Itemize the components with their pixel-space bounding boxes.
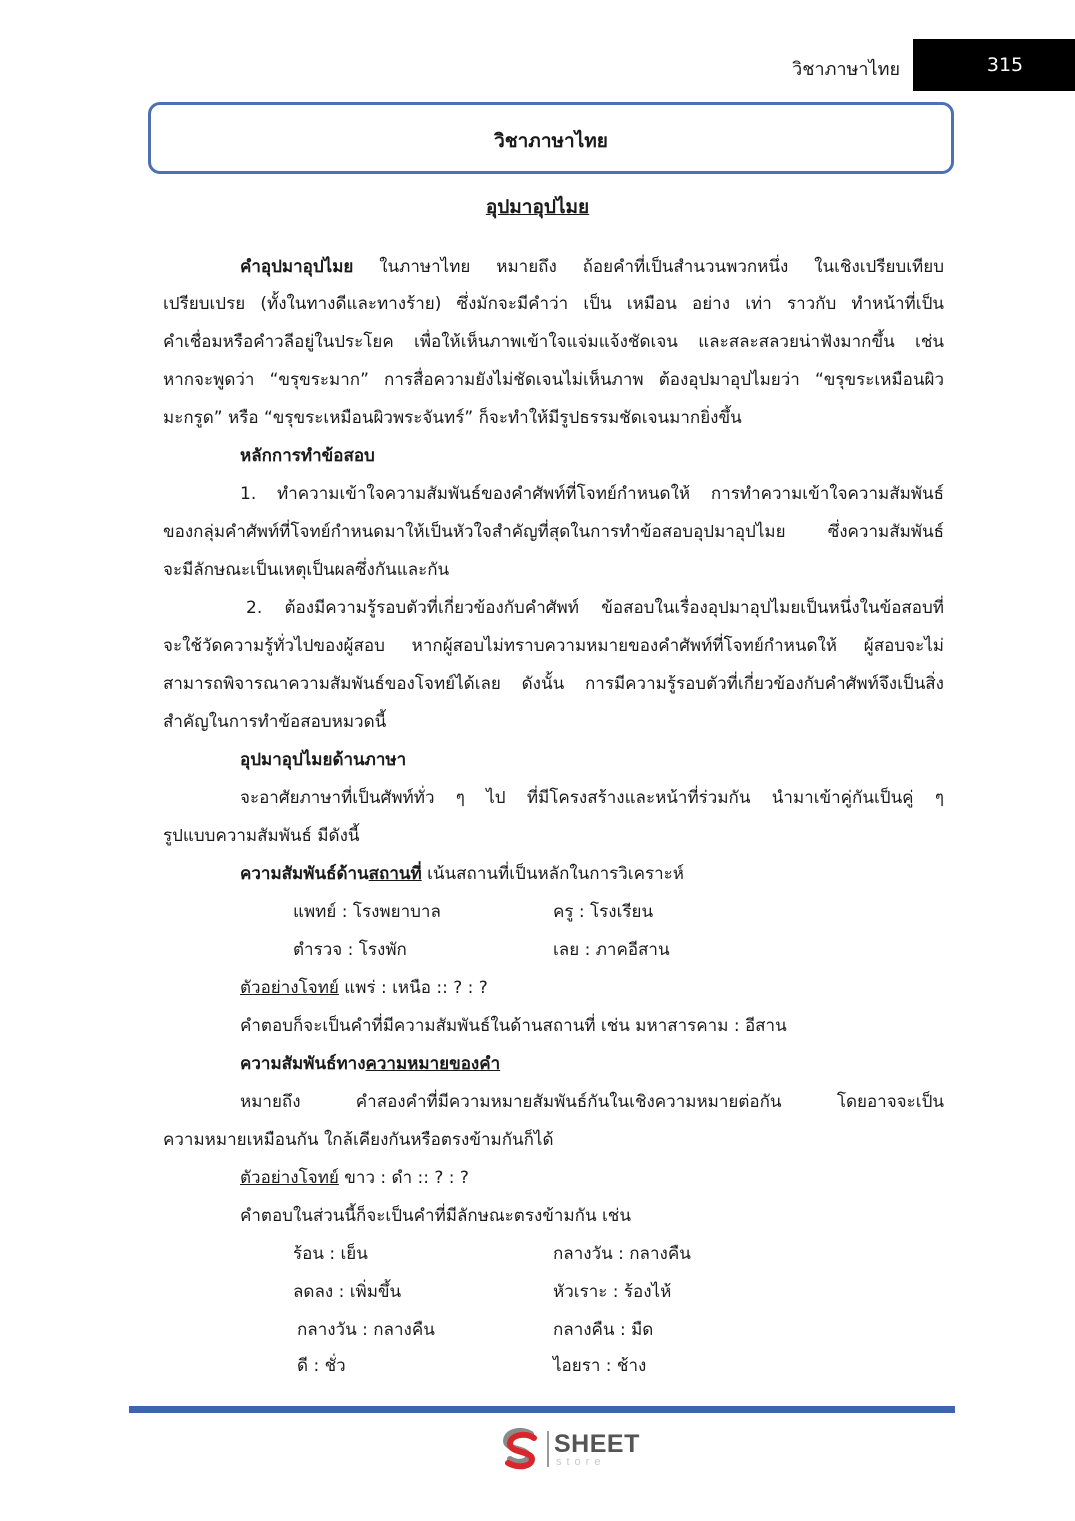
intro-line-3: คำเชื่อมหรือคำวลีอยู่ในประโยค เพื่อให้เห็นภาพเข้าใจแจ่มแจ้งชัดเจน และสละสลวยน่าฟังมากขึ้น เช่น [163,332,944,352]
meaning-pair: กลางคืน : มืด [553,1320,654,1340]
principle-2-line-2: จะใช้วัดความรู้ทั่วไปของผู้สอบ หากผู้สอบไม่ทราบความหมายของคำศัพท์ที่โจทย์กำหนดให้ ผู้สอบจะไม่ [163,636,944,656]
title-box-text: วิชาภาษาไทย [494,130,608,152]
title-box [148,102,954,174]
meaning-pair: ดี : ชั่ว [297,1356,346,1376]
meaning-heading-keyword: ความหมายของคำ [365,1054,501,1074]
principle-2-line-1: 2. ต้องมีความรู้รอบตัวที่เกี่ยวข้องกับคำศัพท์ ข้อสอบในเรื่องอุปมาอุปไมยเป็นหนึ่งในข้อสอบที่ [246,598,944,618]
meaning-example [240,1163,469,1193]
footer-divider [129,1406,955,1413]
logo-divider [547,1431,549,1467]
meaning-pair: ไอยรา : ช้าง [553,1356,647,1376]
intro-line-5: มะกรูด” หรือ “ขรุขระเหมือนผิวพระจันทร์” ก็จะทำให้มีรูปธรรมชัดเจนมากยิ่งขึ้น [163,408,742,428]
page-number-box [913,39,1075,91]
meaning-pair: กลางวัน : กลางคืน [553,1244,691,1264]
place-example-label: ตัวอย่างโจทย์ [240,978,339,998]
place-example [240,973,488,1003]
logo-subtitle: store [556,1456,606,1468]
principle-2-line-4: สำคัญในการทำข้อสอบหมวดนี้ [163,712,387,732]
header-subject: วิชาภาษาไทย [792,59,900,80]
intro-line-4: หากจะพูดว่า “ขรุขระมาก” การสื่อความยังไม่ชัดเจนไม่เห็นภาพ ต้องอุปมาอุปไมยว่า “ขรุขระเหมือนผิว [163,370,944,390]
page-number: 315 [986,54,1024,76]
meaning-line-1: หมายถึง คำสองคำที่มีความหมายสัมพันธ์กันในเชิงความหมายต่อกัน โดยอาจจะเป็น [240,1092,944,1112]
section-title: อุปมาอุปไมย [485,196,590,218]
sheet-store-logo [498,1428,648,1470]
logo-name: SHEET [554,1430,640,1458]
principles-heading: หลักการทำข้อสอบ [240,446,375,466]
meaning-example-label: ตัวอย่างโจทย์ [240,1168,339,1188]
intro-line-2: เปรียบเปรย (ทั้งในทางดีและทางร้าย) ซึ่งมักจะมีคำว่า เป็น เหมือน อย่าง เท่า ราวกับ ทำหน้าที่เป็น [163,294,944,314]
principle-2-line-3: สามารถพิจารณาความสัมพันธ์ของโจทย์ได้เลย ดังนั้น การมีความรู้รอบตัวที่เกี่ยวข้องกับคำศัพท์จึงเป็นสิ่ง [163,674,944,694]
meaning-line-2: ความหมายเหมือนกัน ใกล้เคียงกันหรือตรงข้ามกันก็ได้ [163,1130,554,1150]
place-answer: คำตอบก็จะเป็นคำที่มีความสัมพันธ์ในด้านสถานที่ เช่น มหาสารคาม : อีสาน [240,1016,787,1036]
language-heading: อุปมาอุปไมยด้านภาษา [240,750,407,770]
meaning-pair: ลดลง : เพิ่มขึ้น [293,1282,402,1302]
meaning-pair: กลางวัน : กลางคืน [297,1320,435,1340]
place-example-text: แพร่ : เหนือ :: ? : ? [338,978,488,998]
language-line-2: รูปแบบความสัมพันธ์ มีดังนี้ [163,826,360,846]
principle-1-line-1: 1. ทำความเข้าใจความสัมพันธ์ของคำศัพท์ที่โจทย์กำหนดให้ การทำความเข้าใจความสัมพันธ์ [240,484,944,504]
meaning-pair: หัวเราะ : ร้องไห้ [553,1282,672,1302]
meaning-answer: คำตอบในส่วนนี้ก็จะเป็นคำที่มีลักษณะตรงข้ามกัน เช่น [240,1206,631,1226]
intro-line-1-text: ในภาษาไทย หมายถึง ถ้อยคำที่เป็นสำนวนพวกหนึ่ง ในเชิงเปรียบเทียบ [353,257,944,277]
place-heading-prefix: ความสัมพันธ์ด้าน [240,864,369,884]
principle-1-line-3: จะมีลักษณะเป็นเหตุเป็นผลซึ่งกันและกัน [163,560,450,580]
meaning-example-text: ขาว : ดำ :: ? : ? [338,1168,469,1188]
meaning-pair: ร้อน : เย็น [293,1244,368,1264]
place-pair: ครู : โรงเรียน [553,902,654,922]
meaning-heading-prefix: ความสัมพันธ์ทาง [240,1054,366,1074]
language-line-1: จะอาศัยภาษาที่เป็นศัพท์ทั่ว ๆ ไป ที่มีโครงสร้างและหน้าที่ร่วมกัน นำมาเข้าคู่กันเป็นคู่ ๆ [240,788,944,808]
intro-lead-term: คำอุปมาอุปไมย [240,257,354,277]
meaning-heading [240,1049,500,1079]
place-pair: แพทย์ : โรงพยาบาล [293,902,441,922]
intro-line-1 [240,252,944,282]
place-heading [240,859,684,889]
principle-1-line-2: ของกลุ่มคำศัพท์ที่โจทย์กำหนดมาให้เป็นหัวใจสำคัญที่สุดในการทำข้อสอบอุปมาอุปไมย ซึ่งความสัมพันธ์ [163,522,944,542]
place-pair: ตำรวจ : โรงพัก [293,940,407,960]
place-pair: เลย : ภาคอีสาน [553,940,670,960]
place-heading-description: เน้นสถานที่เป็นหลักในการวิเคราะห์ [421,864,684,884]
place-heading-keyword: สถานที่ [368,864,422,884]
sheet-store-logo-icon [498,1428,542,1470]
